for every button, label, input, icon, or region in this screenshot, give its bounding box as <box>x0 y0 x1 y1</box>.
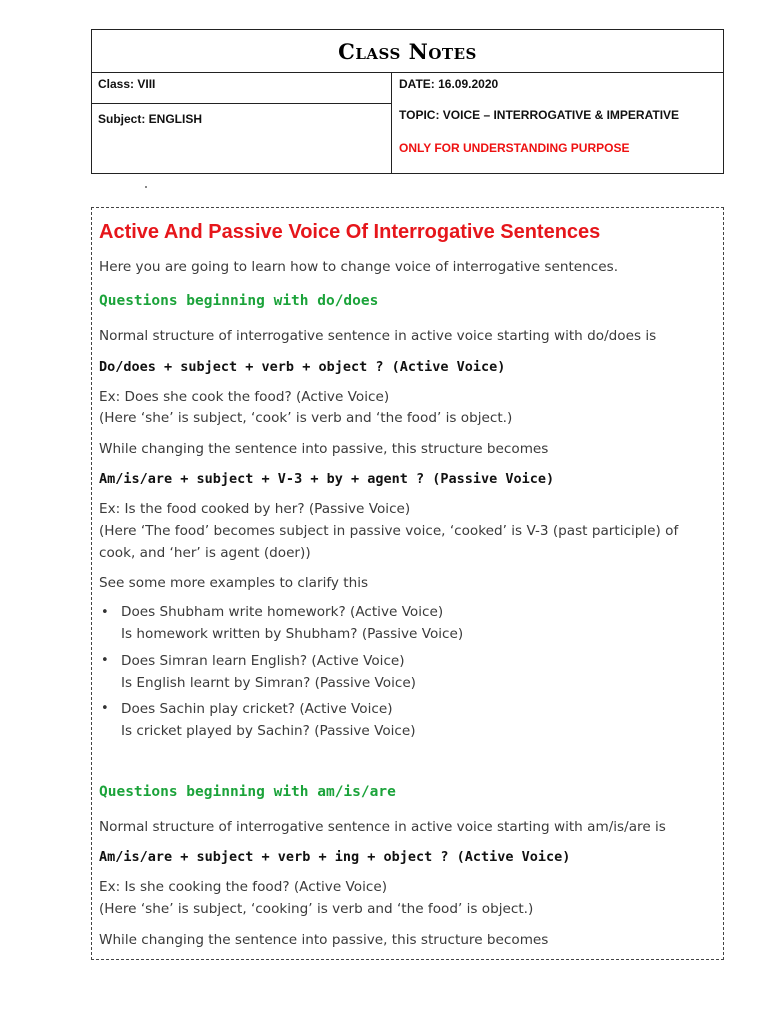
heading-am-is-are: Questions beginning with am/is/are <box>99 784 396 800</box>
change-text: While changing the sentence into passive, this structure becomes <box>99 441 549 457</box>
date-label: DATE: 16.09.2020 <box>399 77 499 91</box>
example-text: Ex: Is the food cooked by her? (Passive Voice) <box>99 501 411 517</box>
example-note: (Here ‘she’ is subject, ‘cooking’ is verb and ‘the food’ is object.) <box>99 901 534 917</box>
list-item: Does Sachin play cricket? (Active Voice) <box>121 701 393 717</box>
list-item: Does Shubham write homework? (Active Voice) <box>121 604 444 620</box>
example-text: Ex: Does she cook the food? (Active Voice) <box>99 389 390 405</box>
bullet-icon: • <box>101 701 109 716</box>
bullet-icon: • <box>101 605 109 620</box>
heading-do-does: Questions beginning with do/does <box>99 293 379 309</box>
column-divider <box>391 73 392 173</box>
passive-formula: Am/is/are + subject + V-3 + by + agent ? (Passive Voice) <box>99 471 555 487</box>
example-note: (Here ‘she’ is subject, ‘cook’ is verb and ‘the food’ is object.) <box>99 410 513 426</box>
content-box <box>91 207 724 960</box>
note-label: ONLY FOR UNDERSTANDING PURPOSE <box>399 141 630 155</box>
structure-intro: Normal structure of interrogative sentence in active voice starting with am/is/are is <box>99 819 666 835</box>
more-examples-text: See some more examples to clarify this <box>99 575 369 591</box>
header-table <box>91 29 724 174</box>
change-text: While changing the sentence into passive, this structure becomes <box>99 932 549 948</box>
example-note: (Here ‘The food’ becomes subject in passive voice, ‘cooked’ is V-3 (past participle) of <box>99 523 679 539</box>
section-title: Active And Passive Voice Of Interrogative Sentences <box>99 221 601 243</box>
subject-label: Subject: ENGLISH <box>98 112 203 126</box>
row-divider <box>92 103 391 104</box>
list-item: Is homework written by Shubham? (Passive Voice) <box>121 626 464 642</box>
example-text: Ex: Is she cooking the food? (Active Voice) <box>99 879 388 895</box>
intro-text: Here you are going to learn how to change voice of interrogative sentences. <box>99 259 619 275</box>
class-label: Class: VIII <box>98 77 156 91</box>
active-formula: Do/does + subject + verb + object ? (Active Voice) <box>99 359 506 375</box>
list-item: Is cricket played by Sachin? (Passive Voice) <box>121 723 416 739</box>
page-title: Class Notes <box>92 30 723 73</box>
active-formula: Am/is/are + subject + verb + ing + object ? (Active Voice) <box>99 849 571 865</box>
header-grid <box>92 73 723 173</box>
list-item: Does Simran learn English? (Active Voice) <box>121 653 405 669</box>
example-note: cook, and ‘her’ is agent (doer)) <box>99 545 311 561</box>
list-item: Is English learnt by Simran? (Passive Voice) <box>121 675 416 691</box>
stray-dot <box>145 186 147 188</box>
bullet-icon: • <box>101 653 109 668</box>
structure-intro: Normal structure of interrogative sentence in active voice starting with do/does is <box>99 328 657 344</box>
topic-label: TOPIC: VOICE – INTERROGATIVE & IMPERATIVE <box>399 108 680 122</box>
